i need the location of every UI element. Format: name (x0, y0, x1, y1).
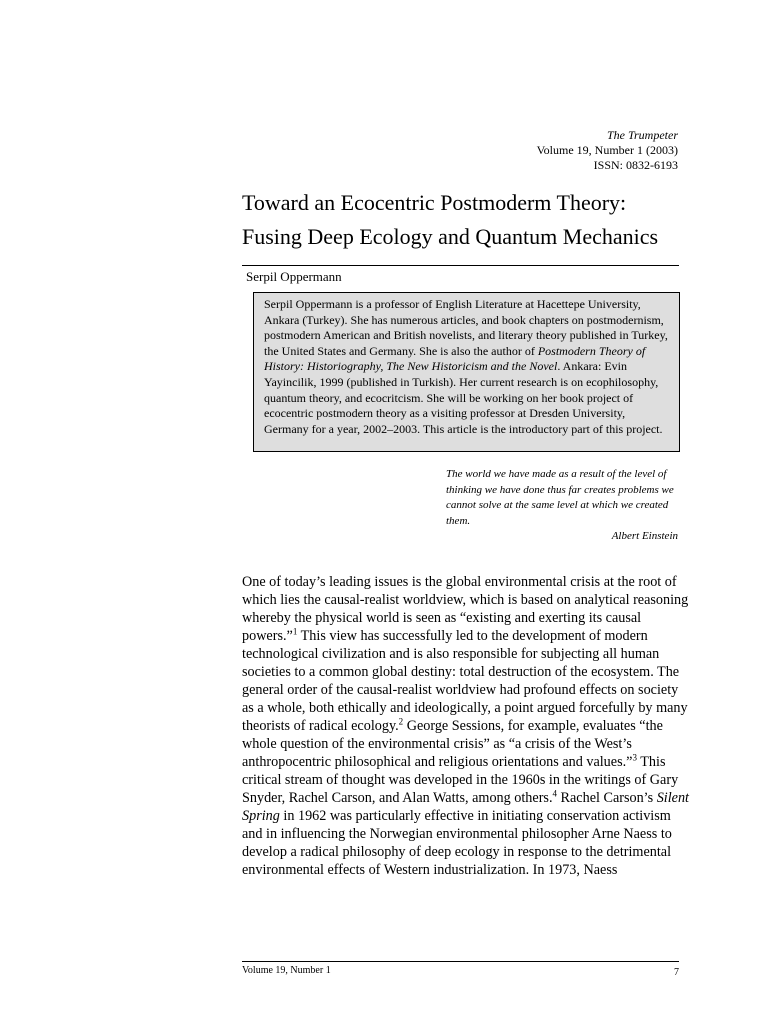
footnote-ref-3[interactable]: 3 (632, 752, 637, 763)
journal-name: The Trumpeter (606, 128, 678, 142)
bio-book-title: Postmodern Theory of History: Historiography, The New Historicism and the Novel (264, 343, 646, 374)
epigraph (446, 467, 678, 545)
journal-header (537, 128, 678, 173)
author-bio (264, 297, 669, 437)
body-text-segment: This critical stream of thought was developed in the 1960s in the writings of Gary Snyder, Rachel Carson, and Alan Watts, among others. (242, 754, 679, 806)
footer-volume: Volume 19, Number 1 (242, 965, 331, 976)
author-name: Serpil Oppermann (246, 269, 342, 284)
book-title-silent-spring: Silent Spring (242, 790, 689, 824)
issn: ISSN: 0832-6193 (593, 158, 678, 172)
title-divider (242, 265, 679, 266)
footer-divider (242, 961, 679, 962)
body-text-segment: George Sessions, for example, evaluates “the whole question of the environmental crisis” as “a crisis of the West’s anthropocentric philosophical and religious orientations and values.” (242, 718, 663, 770)
body-text-segment: This view has successfully led to the development of modern technological civilization and is also responsible for subjecting all human societies to a common global destiny: total destruction of the ecosystem. The general order of the causal-realist worldview had profound effects on society as a whole, both ethically and ideologically, a point argued forcefully by many theorists of radical ecology. (242, 628, 688, 734)
epigraph-attribution: Albert Einstein (611, 530, 678, 542)
bio-text-end: . Ankara: Evin Yayincilik, 1999 (published in Turkish). Her current research is on ecophilosophy, quantum theory, and ecocritcism. She will be working on her book project of ecocentric postmodern theory as a visiting professor at Dresden University, Germany for a year, 2002–2003. This article is the introductory part of this project. (264, 359, 663, 436)
page-number: 7 (674, 967, 679, 978)
body-text-segment: One of today’s leading issues is the global environmental crisis at the root of which lies the causal-realist worldview, which is based on analytical reasoning whereby the physical world is seen as “existing and exerting its causal powers.” (242, 574, 689, 644)
bio-text-start: Serpil Oppermann is a professor of English Literature at Hacettepe University, Ankara (Turkey). She has numerous articles, and book chapters on postmodernism, postmodern American and British novelists, and literary theory published in Turkey, the United States and Germany. She is also the author of (264, 297, 668, 358)
author-bio-box (253, 292, 680, 452)
footnote-ref-1[interactable]: 1 (292, 626, 298, 637)
title-line-2: Fusing Deep Ecology and Quantum Mechanics (242, 224, 659, 249)
body-paragraph (242, 573, 692, 879)
footnote-ref-4[interactable]: 4 (552, 788, 557, 799)
epigraph-quote: The world we have made as a result of the level of thinking we have done thus far creates problems we cannot solve at the same level at which we created them. (446, 468, 674, 527)
title-line-1: Toward an Ecocentric Postmoderm Theory: (242, 190, 627, 215)
article-title (242, 186, 692, 254)
body-text-segment: in 1962 was particularly effective in initiating conservation activism and in influencing the Norwegian environmental philosopher Arne Naess to develop a radical philosophy of deep ecology in response to the detrimental environmental effects of Western industrialization. In 1973, Naess (242, 808, 672, 878)
volume-issue: Volume 19, Number 1 (2003) (536, 143, 678, 157)
footnote-ref-2[interactable]: 2 (398, 716, 404, 727)
body-text-segment: Rachel Carson’s (557, 790, 657, 806)
